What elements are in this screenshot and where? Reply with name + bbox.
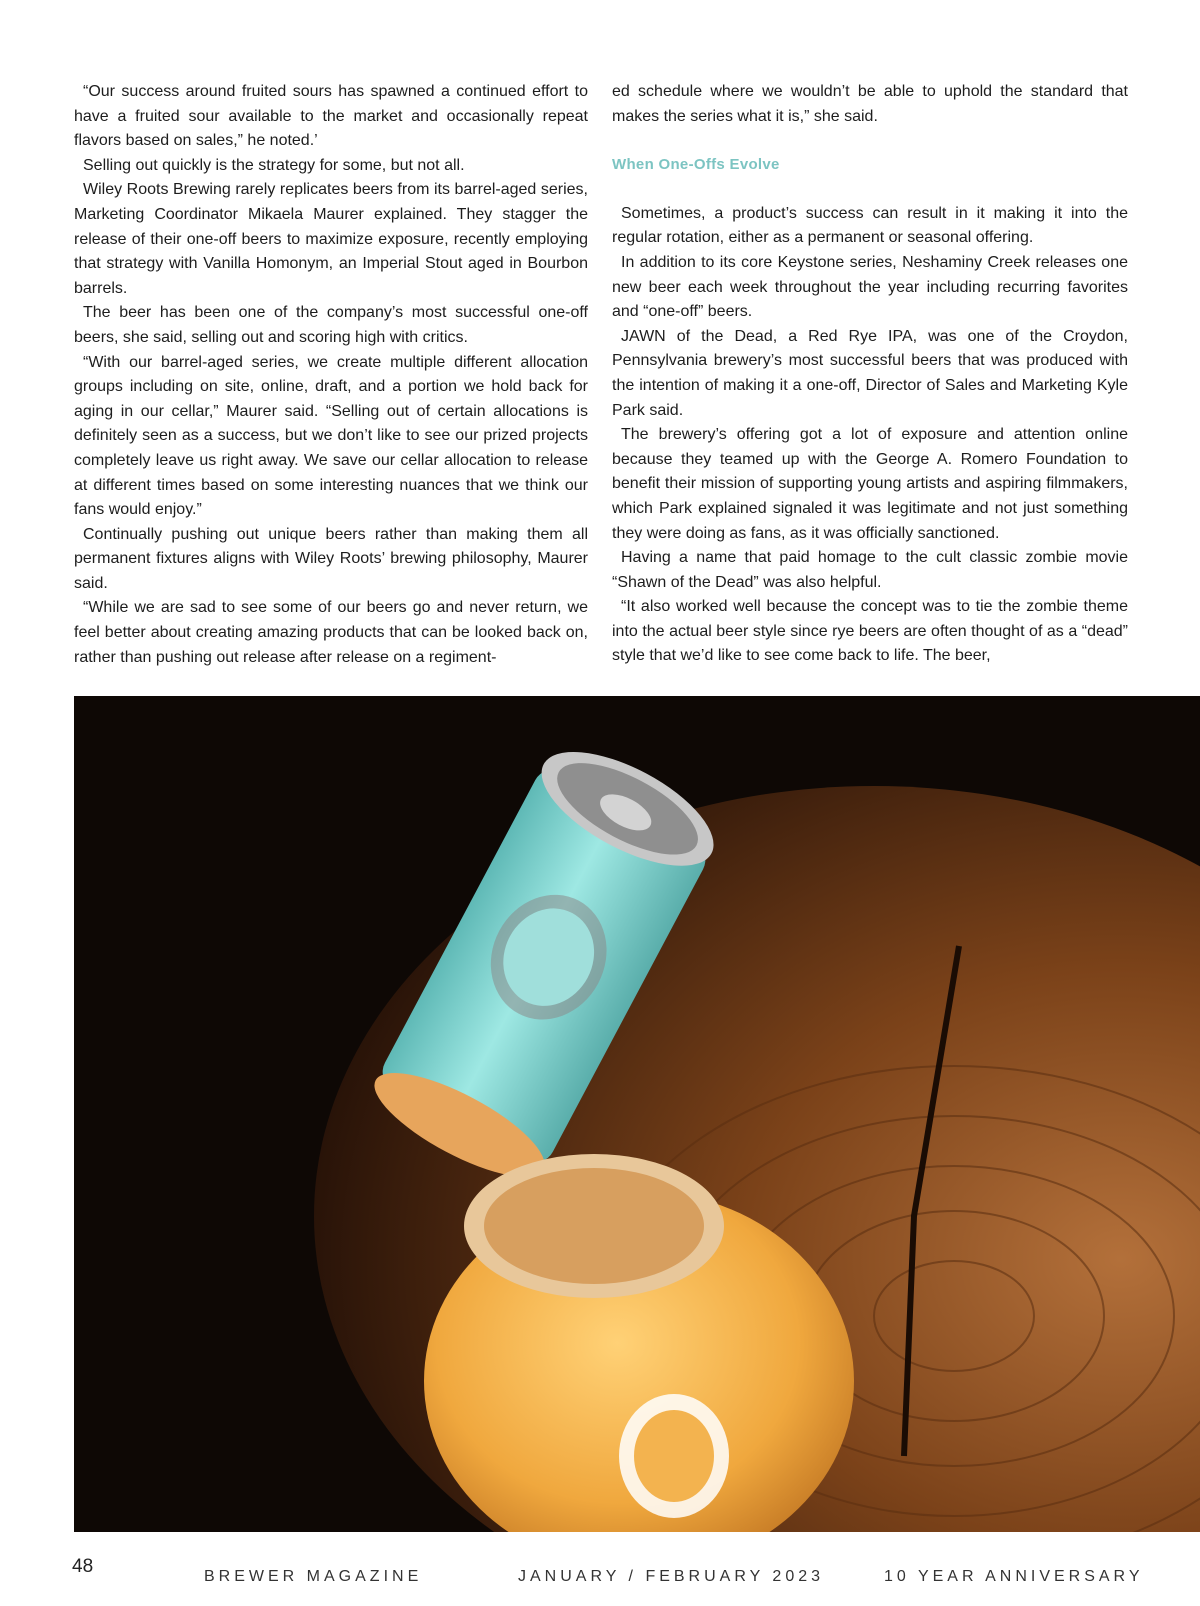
paragraph: JAWN of the Dead, a Red Rye IPA, was one of the Croydon, Pennsylvania brewery’s most successful beers that was produced with the intention of making it a one-off, Director of Sales and Marketing Kyle Park said. [612,327,1128,419]
issue-date: JANUARY / FEBRUARY 2023 [518,1568,825,1585]
paragraph: “Our success around fruited sours has spawned a continued effort to have a fruited sour available to the market and occasionally repeat flavors based on sales,” he noted.’ [74,83,588,150]
beer-photo [74,696,1200,1532]
paragraph: “While we are sad to see some of our beers go and never return, we feel better about creating amazing products that can be looked back on, rather than pushing out release after release on a regiment- [74,599,588,666]
paragraph: “It also worked well because the concept was to tie the zombie theme into the actual beer style since rye beers are often thought of as a “dead” style that we’d like to see come back to life. The beer, [612,598,1128,665]
left-column [74,80,588,670]
paragraph: The beer has been one of the company’s most successful one-off beers, she said, selling out and scoring high with critics. [74,304,588,346]
paragraph-continuation: ed schedule where we wouldn’t be able to uphold the standard that makes the series what it is,” she said. [612,83,1128,125]
paragraph: Wiley Roots Brewing rarely replicates beers from its barrel-aged series, Marketing Coordinator Mikaela Maurer explained. They stagger the release of their one-off beers to maximize exposure, recently employing that strategy with Vanilla Homonym, an Imperial Stout aged in Bourbon barrels. [74,181,588,297]
right-column [612,80,1128,669]
paragraph: Sometimes, a product’s success can result in it making it into the regular rotation, either as a permanent or seasonal offering. [612,204,1128,247]
paragraph: Having a name that paid homage to the cult classic zombie movie “Shawn of the Dead” was also helpful. [612,549,1128,591]
publication-name: BREWER MAGAZINE [204,1568,423,1585]
anniversary-tagline: 10 YEAR ANNIVERSARY [884,1568,1144,1585]
paragraph: Continually pushing out unique beers rather than making them all permanent fixtures aligns with Wiley Roots’ brewing philosophy, Maurer said. [74,525,588,592]
paragraph: The brewery’s offering got a lot of exposure and attention online because they teamed up with the George A. Romero Foundation to benefit their mission of supporting young artists and aspiring filmmakers, which Park explained signaled it was legitimate and not just something they were doing as fans, as it was officially sanctioned. [612,426,1128,542]
paragraph: “With our barrel-aged series, we create multiple different allocation groups including on site, online, draft, and a portion we hold back for aging in our cellar,” Maurer said. “Selling out of certain allocations is definitely seen as a success, but we don’t like to see our prized projects completely leave us right away. We save our cellar allocation to release at different times based on some interesting nuances that we think our fans would enjoy.” [74,353,588,519]
beer-photo-illustration [74,696,1200,1532]
page-footer [0,1556,1200,1596]
paragraph: Selling out quickly is the strategy for some, but not all. [83,156,465,174]
paragraph: In addition to its core Keystone series, Neshaminy Creek releases one new beer each week throughout the year including recurring favorites and “one-off” beers. [612,253,1128,321]
page-number: 48 [72,1556,94,1577]
section-heading: When One-Offs Evolve [612,156,780,174]
